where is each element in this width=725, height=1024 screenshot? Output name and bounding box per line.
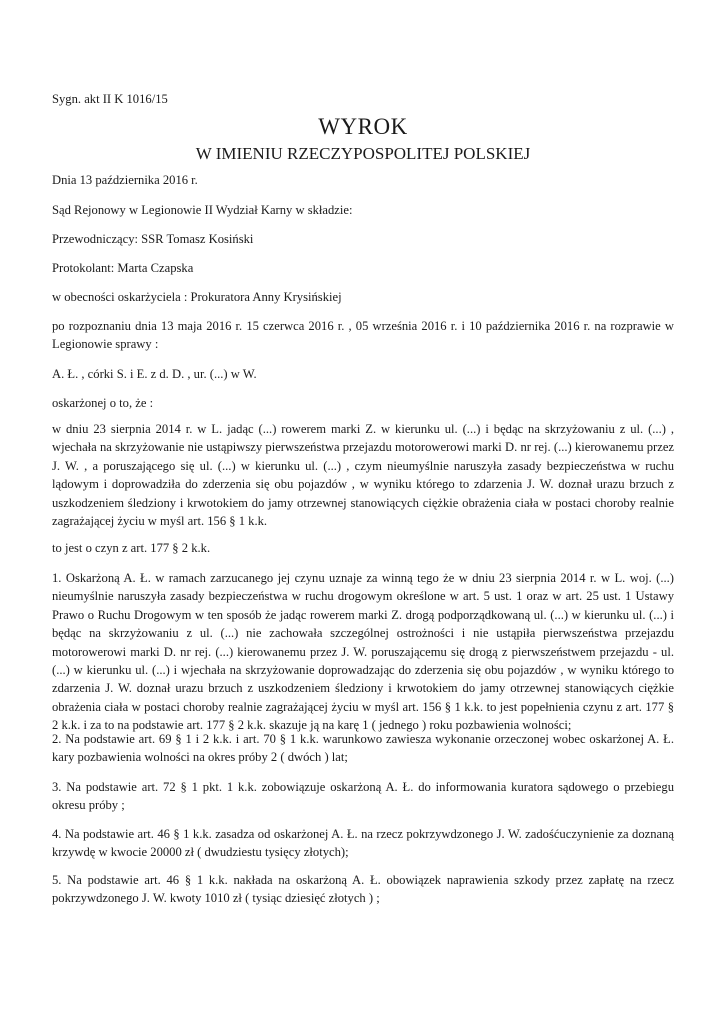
presiding-judge: Przewodniczący: SSR Tomasz Kosiński bbox=[52, 232, 254, 246]
date-line: Dnia 13 października 2016 r. bbox=[52, 173, 198, 187]
charged-line: oskarżonej o to, że : bbox=[52, 396, 154, 410]
clerk-line: Protokolant: Marta Czapska bbox=[52, 261, 194, 275]
verdict-point-4: 4. Na podstawie art. 46 § 1 k.k. zasadza od oskarżonej A. Ł. na rzecz pokrzywdzonego J. W. zadośćuczynienie za doznaną krzywdę w kwocie 20000 zł ( dwudziestu tysięcy złotych); bbox=[52, 827, 674, 860]
court-line: Sąd Rejonowy w Legionowie II Wydział Karny w składzie: bbox=[52, 203, 353, 217]
verdict-point-1: 1. Oskarżoną A. Ł. w ramach zarzucanego jej czynu uznaje za winną tego że w dniu 23 sierpnia 2014 r. w L. woj. (...) nieumyślnie naruszyła zasady bezpieczeństwa w ruchu drogowym określone w art. 5 ust. 1 oraz w art. 25 ust. 1 Ustawy Prawo o Ruchu Drogowym w ten sposób że jadąc rowerem marki Z. drogą podporządkowaną ul. (...) w kierunku ul. (...) i będąc na skrzyżowaniu z ul. (...) nie zachowała szczególnej ostrożności i nie ustąpiła pierwszeństwa przejazdu motorowerowi marki D. nr rej. (...) kierowanemu przez J. W. poruszającemu się drogą z pierwszeństwem przejazdu - ul. (...) w kierunku ul. (...) i wjechała na skrzyżowanie doprowadzając do zderzenia się obu pojazdów , w wyniku którego to zdarzenia J. W. doznał urazu brzuch z uszkodzeniem śledziony i krwotokiem do jamy otrzewnej stanowiących ciężkie obrażenia ciała w postaci choroby realnie zagrażającej życiu w myśl art. 156 § 1 k.k. to jest popełnienia czynu z art. 177 § 2 k.k. i za to na podstawie art. 177 § 2 k.k. skazuje ją na karę 1 ( jednego ) roku pozbawienia wolności; bbox=[52, 571, 674, 733]
verdict-point-3: 3. Na podstawie art. 72 § 1 pkt. 1 k.k. zobowiązuje oskarżoną A. Ł. do informowania kuratora sądowego o przebiegu okresu próby ; bbox=[52, 780, 674, 813]
charge-description: w dniu 23 sierpnia 2014 r. w L. jadąc (...) rowerem marki Z. w kierunku ul. (...) i będąc na skrzyżowaniu z ul. (...) , wjechała na skrzyżowanie nie ustąpiwszy pierwszeństwa przejazdu motorowerowi marki D. nr rej. (...) kierowanemu przez J. W. , a poruszającego się ul. (...) w kierunku ul. (...) , czym nieumyślnie naruszyła zasady bezpieczeństwa w ruchu lądowym i doprowadziła do zderzenia się obu pojazdów , w wyniku którego to zdarzenia J. W. doznał urazu brzuch z uszkodzeniem śledziony i krwotokiem do jamy otrzewnej stanowiących ciężkie obrażenia ciała w postaci choroby realnie zagrażającej życiu w myśl art. 156 § 1 k.k. bbox=[52, 422, 674, 529]
case-signature: Sygn. akt II K 1016/15 bbox=[52, 92, 168, 106]
verdict-point-2: 2. Na podstawie art. 69 § 1 i 2 k.k. i art. 70 § 1 k.k. warunkowo zawiesza wykonanie orzeczonej wobec oskarżonej A. Ł. kary pozbawienia wolności na okres próby 2 ( dwóch ) lat; bbox=[52, 732, 674, 765]
document-subtitle: W IMIENIU RZECZYPOSPOLITEJ POLSKIEJ bbox=[195, 144, 531, 163]
verdict-point-5: 5. Na podstawie art. 46 § 1 k.k. nakłada na oskarżoną A. Ł. obowiązek naprawienia szkody przez zapłatę na rzecz pokrzywdzonego J. W. kwoty 1010 zł ( tysiąc dziesięć złotych ) ; bbox=[52, 873, 674, 906]
hearing-info: po rozpoznaniu dnia 13 maja 2016 r. 15 czerwca 2016 r. , 05 września 2016 r. i 10 października 2016 r. na rozprawie w Legionowie sprawy : bbox=[52, 319, 674, 352]
prosecutor-line: w obecności oskarżyciela : Prokuratora Anny Krysińskiej bbox=[52, 290, 342, 304]
document-title: WYROK bbox=[318, 114, 408, 139]
offense-line: to jest o czyn z art. 177 § 2 k.k. bbox=[52, 541, 211, 555]
defendant-line: A. Ł. , córki S. i E. z d. D. , ur. (...) w W. bbox=[52, 367, 257, 381]
